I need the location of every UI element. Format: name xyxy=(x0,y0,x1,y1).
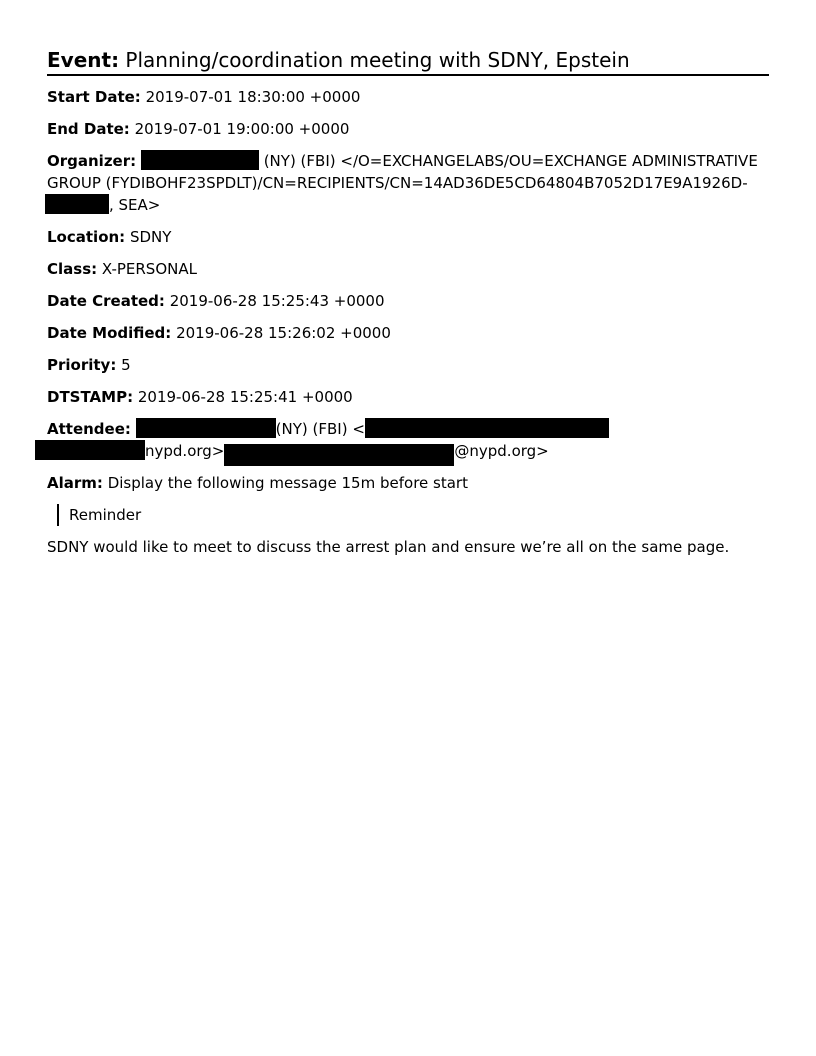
priority-label: Priority: xyxy=(47,356,117,374)
alarm-label: Alarm: xyxy=(47,474,103,492)
attendee-row xyxy=(47,418,769,466)
dtstamp-value: 2019-06-28 15:25:41 +0000 xyxy=(137,388,353,406)
date-created-row xyxy=(47,290,769,312)
date-created-label: Date Created: xyxy=(47,292,165,310)
attendee-label: Attendee: xyxy=(47,420,131,438)
organizer-label: Organizer: xyxy=(47,152,137,170)
start-date-label: Start Date: xyxy=(47,88,141,106)
reminder-text: Reminder xyxy=(69,506,142,524)
redaction-block xyxy=(224,444,454,466)
alarm-row xyxy=(47,472,769,494)
end-date-row xyxy=(47,118,769,140)
date-modified-row xyxy=(47,322,769,344)
date-created-value: 2019-06-28 15:25:43 +0000 xyxy=(169,292,385,310)
date-modified-label: Date Modified: xyxy=(47,324,172,342)
organizer-text-c: , SEA> xyxy=(109,196,161,214)
attendee-text-a: (NY) (FBI) < xyxy=(275,420,365,438)
event-description: SDNY would like to meet to discuss the arrest plan and ensure we’re all on the same page. xyxy=(47,538,730,556)
dtstamp-label: DTSTAMP: xyxy=(47,388,134,406)
event-title xyxy=(47,46,769,76)
class-value: X-PERSONAL xyxy=(101,260,197,278)
priority-value: 5 xyxy=(121,356,131,374)
reminder-quote xyxy=(57,504,141,526)
location-label: Location: xyxy=(47,228,126,246)
priority-row xyxy=(47,354,769,376)
redaction-block xyxy=(136,418,276,438)
date-modified-value: 2019-06-28 15:26:02 +0000 xyxy=(176,324,391,342)
organizer-text-b: GROUP (FYDIBOHF23SPDLT)/CN=RECIPIENTS/CN=14AD36DE5CD64804B7052D17E9A1926D- xyxy=(47,174,748,192)
dtstamp-row xyxy=(47,386,769,408)
event-title-text: Planning/coordination meeting with SDNY, Epstein xyxy=(125,48,630,72)
location-row xyxy=(47,226,769,248)
organizer-row xyxy=(47,150,769,216)
class-row xyxy=(47,258,769,280)
alarm-value: Display the following message 15m before start xyxy=(107,474,468,492)
end-date-label: End Date: xyxy=(47,120,130,138)
redaction-block xyxy=(141,150,259,170)
event-label: Event: xyxy=(47,48,120,72)
start-date-row xyxy=(47,86,769,108)
start-date-value: 2019-07-01 18:30:00 +0000 xyxy=(145,88,361,106)
organizer-text-a: (NY) (FBI) </O=EXCHANGELABS/OU=EXCHANGE ADMINISTRATIVE xyxy=(263,152,758,170)
attendee-text-c: @nypd.org> xyxy=(454,442,549,460)
end-date-value: 2019-07-01 19:00:00 +0000 xyxy=(134,120,350,138)
location-value: SDNY xyxy=(129,228,172,246)
calendar-event-page xyxy=(47,46,769,556)
redaction-block xyxy=(365,418,609,438)
redaction-block xyxy=(45,194,109,214)
class-label: Class: xyxy=(47,260,98,278)
attendee-text-b: nypd.org> xyxy=(145,442,225,460)
redaction-block xyxy=(35,440,145,460)
